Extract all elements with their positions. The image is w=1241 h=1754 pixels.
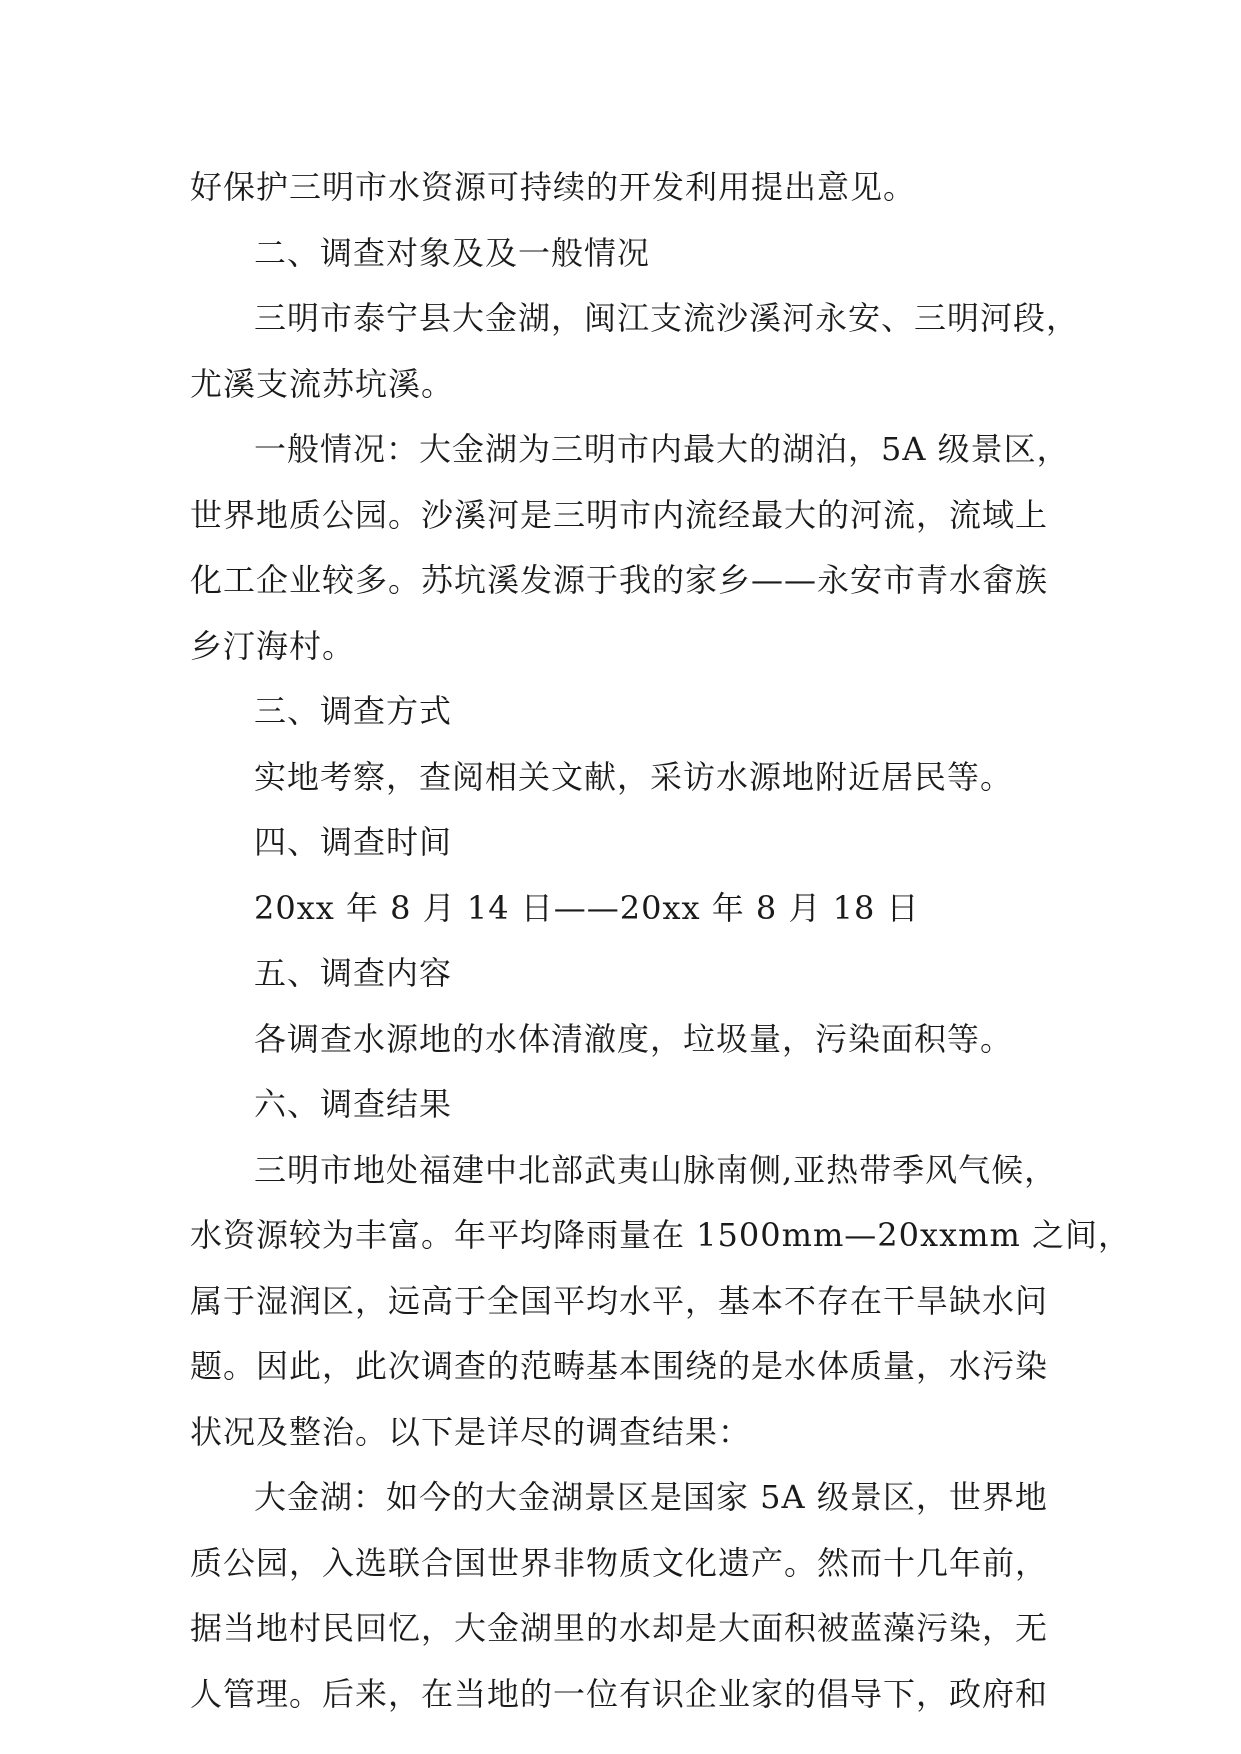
text-line: 人管理。后来，在当地的一位有识企业家的倡导下，政府和	[190, 1674, 1049, 1713]
text-line: 题。因此，此次调查的范畴基本围绕的是水体质量，水污染	[190, 1347, 1049, 1385]
text-line: 属于湿润区，远高于全国平均水平，基本不存在干旱缺水问	[190, 1281, 1049, 1320]
text-line: 三明市地处福建中北部武夷山脉南侧,亚热带季风气候，	[254, 1150, 1058, 1189]
section-heading: 三、调查方式	[254, 692, 453, 730]
text-line: 乡汀海村。	[190, 626, 356, 665]
text-line: 水资源较为丰富。年平均降雨量在 1500mm—20xxmm 之间，	[190, 1216, 1131, 1254]
text-line: 化工企业较多。苏坑溪发源于我的家乡——永安市青水畲族	[190, 561, 1049, 599]
text-line: 一般情况：大金湖为三明市内最大的湖泊，5A 级景区，	[254, 430, 1070, 468]
text-line: 好保护三明市水资源可持续的开发利用提出意见。	[190, 168, 917, 206]
document-body	[190, 155, 1131, 1727]
text-line: 据当地村民回忆，大金湖里的水却是大面积被蓝藻污染，无	[190, 1609, 1049, 1647]
text-line: 世界地质公园。沙溪河是三明市内流经最大的河流，流域上	[190, 495, 1049, 534]
text-line: 大金湖：如今的大金湖景区是国家 5A 级景区，世界地	[254, 1478, 1048, 1516]
section-heading: 二、调查对象及及一般情况	[254, 233, 651, 272]
text-line: 20xx 年 8 月 14 日——20xx 年 8 月 18 日	[254, 888, 920, 927]
text-line: 三明市泰宁县大金湖，闽江支流沙溪河永安、三明河段，	[254, 299, 1080, 337]
text-line: 质公园，入选联合国世界非物质文化遗产。然而十几年前，	[190, 1543, 1049, 1582]
section-heading: 五、调查内容	[254, 954, 453, 992]
section-heading: 四、调查时间	[254, 823, 453, 861]
text-line: 实地考察，查阅相关文献，采访水源地附近居民等。	[254, 757, 1014, 796]
text-line: 各调查水源地的水体清澈度，垃圾量，污染面积等。	[254, 1019, 1014, 1058]
text-line: 尤溪支流苏坑溪。	[190, 364, 455, 403]
text-line: 状况及整治。以下是详尽的调查结果：	[190, 1412, 752, 1451]
section-heading: 六、调查结果	[254, 1085, 453, 1123]
